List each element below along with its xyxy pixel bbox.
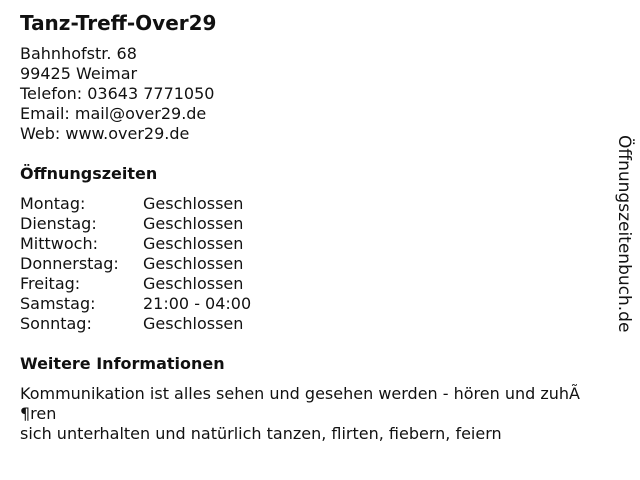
information-line: sich unterhalten und natürlich tanzen, flirten, fiebern, feiern	[20, 424, 502, 443]
hours-row-saturday	[20, 294, 251, 314]
day-label: Mittwoch:	[20, 234, 98, 253]
hours-row-monday	[20, 194, 251, 214]
hours-row-tuesday	[20, 214, 251, 234]
city-address: 99425 Weimar	[20, 64, 138, 83]
email-address: Email: mail@over29.de	[20, 104, 207, 123]
day-label: Samstag:	[20, 294, 96, 313]
opening-hours-table	[20, 194, 251, 334]
day-label: Sonntag:	[20, 314, 92, 333]
hours-row-wednesday	[20, 234, 251, 254]
business-name: Tanz-Treff-Over29	[20, 11, 217, 35]
day-label: Donnerstag:	[20, 254, 119, 273]
information-line: ¶ren	[20, 404, 57, 423]
hours-row-friday	[20, 274, 251, 294]
hours-value: Geschlossen	[143, 214, 244, 233]
day-label: Dienstag:	[20, 214, 97, 233]
hours-value: Geschlossen	[143, 194, 244, 213]
hours-row-thursday	[20, 254, 251, 274]
hours-value: 21:00 - 04:00	[143, 294, 252, 313]
business-address-block	[20, 44, 214, 144]
day-label: Freitag:	[20, 274, 81, 293]
vertical-site-brand: Öffnungszeitenbuch.de	[614, 135, 634, 333]
day-label: Montag:	[20, 194, 86, 213]
hours-value: Geschlossen	[143, 274, 244, 293]
additional-information-text	[20, 384, 632, 444]
additional-information-title: Weitere Informationen	[20, 354, 225, 373]
hours-value: Geschlossen	[143, 234, 244, 253]
hours-value: Geschlossen	[143, 254, 244, 273]
hours-row-sunday	[20, 314, 251, 334]
hours-value: Geschlossen	[143, 314, 244, 333]
information-line: Kommunikation ist alles sehen und gesehen werden - hören und zuhÃ	[20, 384, 580, 403]
street-address: Bahnhofstr. 68	[20, 44, 137, 63]
phone-number: Telefon: 03643 7771050	[20, 84, 215, 103]
website-address: Web: www.over29.de	[20, 124, 190, 143]
opening-hours-title: Öffnungszeiten	[20, 164, 158, 183]
